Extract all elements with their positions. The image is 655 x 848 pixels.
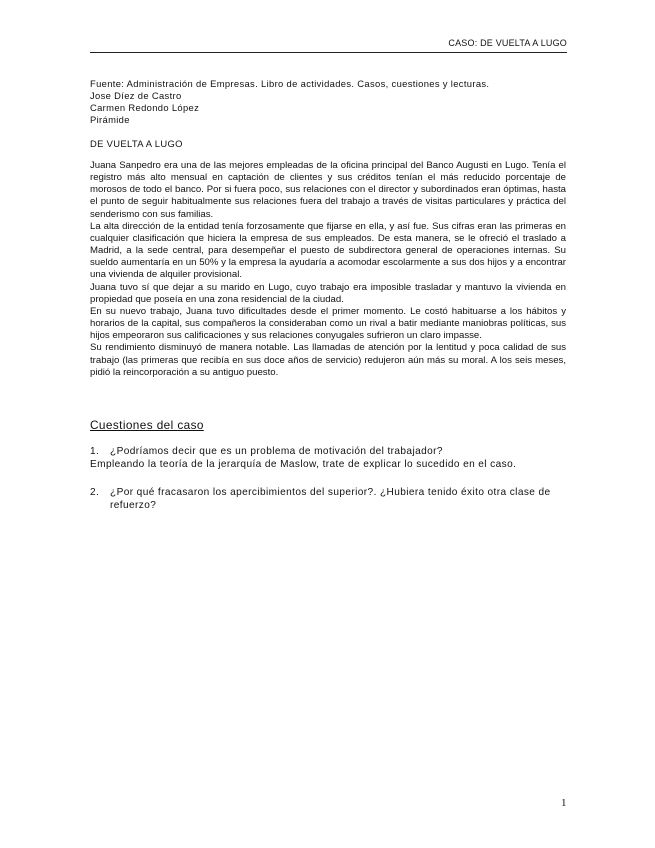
questions-heading: Cuestiones del caso: [90, 418, 204, 432]
body-paragraph: Su rendimiento disminuyó de manera notable. Las llamadas de atención por la lentitud y poca calidad de sus trabajo (las primeras que recibía en sus doce años de servicio) redujeron aún más su moral. A los seis meses, pidió la reincorporación a su antiguo puesto.: [90, 342, 566, 378]
question-detail: Empleando la teoría de la jerarquía de Maslow, trate de explicar lo sucedido en el caso.: [90, 459, 517, 471]
header-title: CASO: DE VUELTA A LUGO: [448, 38, 567, 48]
question-item: [90, 445, 570, 458]
source-line: Carmen Redondo López: [90, 102, 200, 113]
source-line: Fuente: Administración de Empresas. Libro de actividades. Casos, cuestiones y lecturas.: [90, 78, 490, 89]
body-paragraph: En su nuevo trabajo, Juana tuvo dificultades desde el primer momento. Le costó habituarse a los hábitos y horarios de la capital, sus compañeros la consideraban como un rival a batir mediante maniobras políticas, sus hijos empeoraron sus calificaciones y sus relaciones conyugales sufrieron un claro impasse.: [90, 305, 566, 342]
case-title: DE VUELTA A LUGO: [90, 138, 183, 149]
questions-list: [90, 445, 570, 513]
question-text: ¿Por qué fracasaron los apercibimientos del superior?. ¿Hubiera tenido éxito otra clase de refuerzo?: [110, 486, 551, 512]
source-block: [90, 78, 570, 126]
question-item: [90, 486, 570, 513]
source-line: Pirámide: [90, 114, 130, 125]
page-number: 1: [561, 797, 567, 809]
body-paragraph: La alta dirección de la entidad tenía forzosamente que fijarse en ella, y así fue. Sus cifras eran las primeras en cualquier clasificación que hiciera la empresa de sus empleados. De esta manera, se le ofreció el traslado a Madrid, a la sede central, para desempeñar el puesto de subdirectora general de operaciones internas. Su sueldo aumentaría en un 50% y la empresa la ayudaría a acomodar escolarmente a sus dos hijos y a encontrar una vivienda de alquiler provisional.: [90, 220, 566, 281]
question-number: 1.: [90, 446, 100, 457]
question-text: ¿Podríamos decir que es un problema de motivación del trabajador?: [110, 446, 443, 457]
body-paragraph: Juana Sanpedro era una de las mejores empleadas de la oficina principal del Banco Augusti en Lugo. Tenía el registro más alto mensual en captación de clientes y sus créditos tenían el más reducido porcentaje de morosos de todo el banco. Por si fuera poco, sus relaciones con el director y subordinados eran óptimas, hasta el punto de seguir habitualmente sus relaciones fuera del trabajo a través de visitas particulares y práctica del senderismo con sus familias.: [90, 160, 566, 220]
case-body: [90, 160, 566, 379]
running-header: [90, 38, 567, 53]
body-paragraph: Juana tuvo sí que dejar a su marido en Lugo, cuyo trabajo era imposible trasladar y mantuvo la vivienda en propiedad que poseía en una zona residencial de la ciudad.: [90, 281, 566, 305]
source-line: Jose Díez de Castro: [90, 90, 182, 101]
question-number: 2.: [90, 486, 100, 498]
